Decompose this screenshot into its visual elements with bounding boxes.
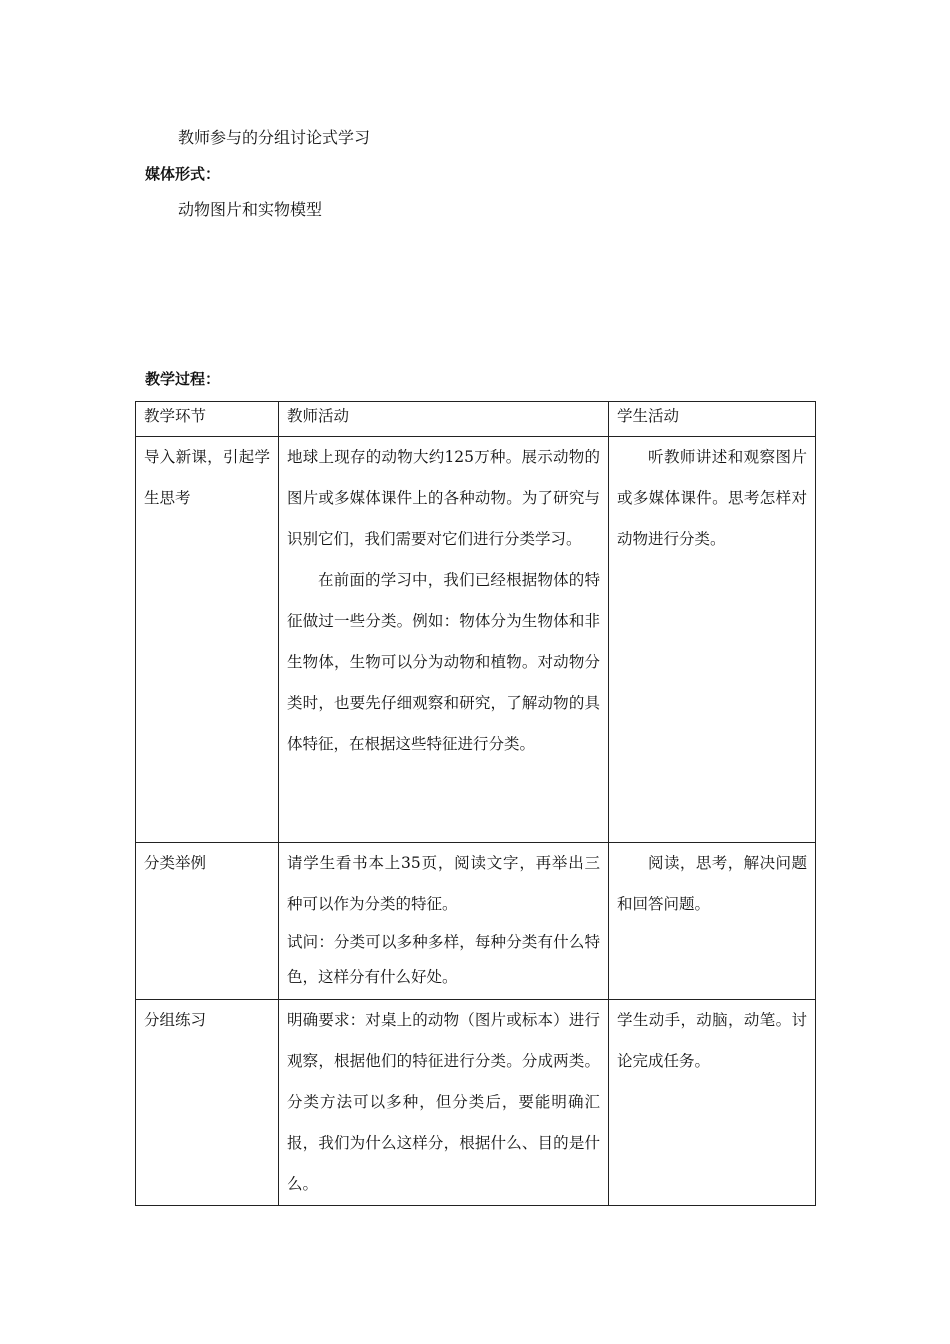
stage-cell: 分组练习 — [136, 1000, 279, 1206]
media-text: 动物图片和实物模型 — [178, 200, 323, 219]
student-cell: 学生动手，动脑，动笔。讨论完成任务。 — [609, 1000, 816, 1206]
teaching-process-table — [135, 401, 816, 1206]
teacher-cell: 地球上现存的动物大约125万种。展示动物的图片或多媒体课件上的各种动物。为了研究与识别它们，我们需要对它们进行分类学习。 在前面的学习中，我们已经根据物体的特征做过一些分类。例如：物体分为生物体和非生物体，生物可以分为动物和植物。对动物分类时，也要先仔细观察和研究，了解动物的具体特征，在根据这些特征进行分类。 — [279, 437, 609, 843]
table-header-row — [136, 402, 816, 437]
media-heading: 媒体形式： — [145, 165, 221, 183]
student-cell: 阅读，思考，解决问题和回答问题。 — [609, 843, 816, 1000]
header-stage: 教学环节 — [136, 402, 279, 437]
student-cell: 听教师讲述和观察图片或多媒体课件。思考怎样对动物进行分类。 — [609, 437, 816, 843]
teacher-cell: 明确要求：对桌上的动物（图片或标本）进行观察，根据他们的特征进行分类。分成两类。分类方法可以多种，但分类后，要能明确汇报，我们为什么这样分，根据什么、目的是什么。 — [279, 1000, 609, 1206]
table-row — [136, 1000, 816, 1206]
table-row — [136, 843, 816, 1000]
stage-cell: 导入新课，引起学生思考 — [136, 437, 279, 843]
table-row — [136, 437, 816, 843]
teacher-cell: 请学生看书本上35页，阅读文字，再举出三种可以作为分类的特征。 试问：分类可以多种多样，每种分类有什么特色，这样分有什么好处。 — [279, 843, 609, 1000]
header-teacher: 教师活动 — [279, 402, 609, 437]
header-student: 学生活动 — [609, 402, 816, 437]
process-heading: 教学过程： — [145, 370, 221, 388]
stage-cell: 分类举例 — [136, 843, 279, 1000]
teaching-method-text: 教师参与的分组讨论式学习 — [178, 128, 371, 147]
